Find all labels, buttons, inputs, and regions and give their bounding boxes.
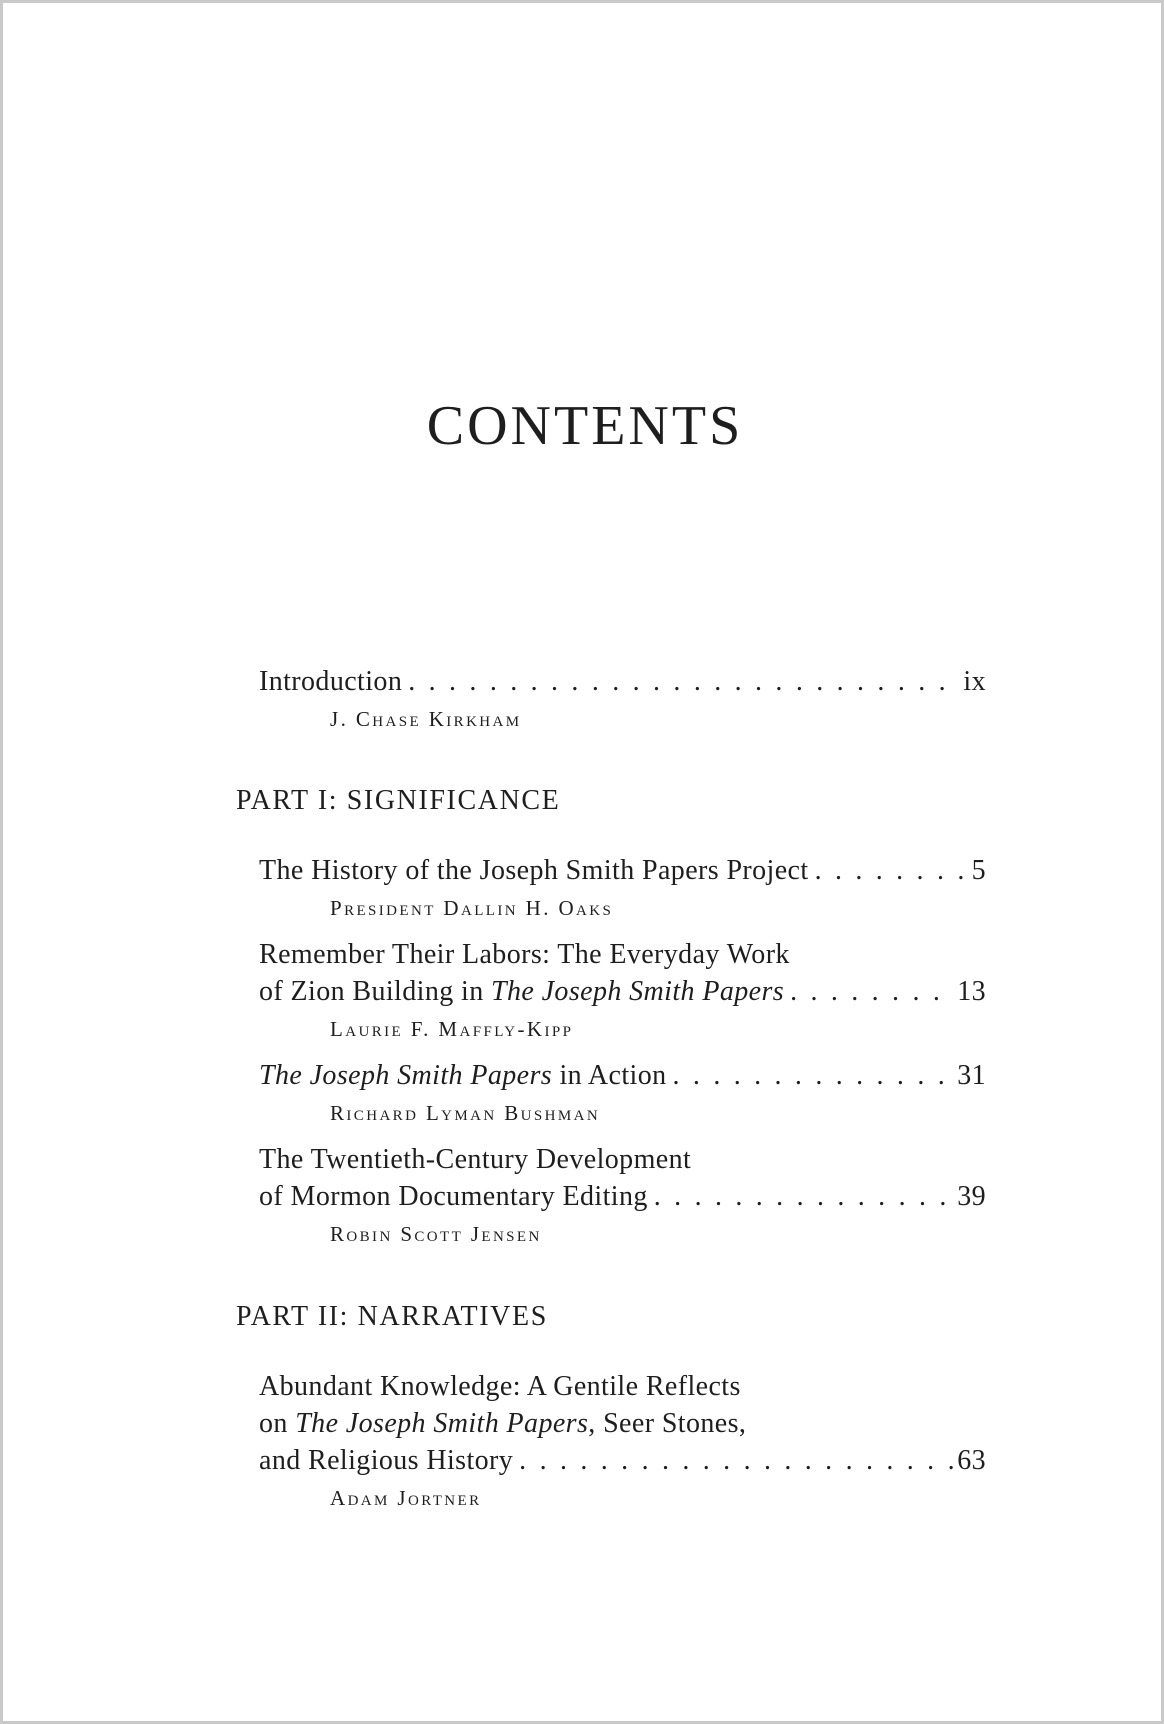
dot-leader [815,853,968,889]
entry-title: and Religious History [259,1445,514,1476]
entry-title-line: Abundant Knowledge: A Gentile Reflects [259,1371,741,1402]
dot-leader [408,664,959,700]
entry-author: Adam Jortner [330,1486,482,1510]
entry-title [259,974,784,1010]
entry-title-line: Remember Their Labors: The Everyday Work [259,939,790,970]
dot-leader [519,1443,953,1479]
entry-title: Introduction [259,666,403,697]
page-number: 13 [957,976,986,1007]
title-prefix: of Zion Building in [259,976,491,1007]
toc-entry-history[interactable] [259,853,986,889]
title-rest: in Action [552,1060,667,1091]
toc-entry-remember-their-labors[interactable] [259,974,986,1010]
entry-title: The History of the Joseph Smith Papers Project [259,855,809,886]
title-prefix: on [259,1408,296,1439]
entry-author: President Dallin H. Oaks [330,896,614,920]
dot-leader [654,1179,953,1215]
entry-author: Richard Lyman Bushman [330,1101,601,1125]
dot-leader [790,974,953,1010]
entry-author: Robin Scott Jensen [330,1222,542,1246]
part-heading-narratives: PART II: NARRATIVES [236,1301,548,1332]
page-number: 5 [971,855,986,886]
title-italic: The Joseph Smith Papers [259,1060,553,1091]
entry-author: Laurie F. Maffly-Kipp [330,1017,574,1041]
toc-entry-abundant-knowledge[interactable] [259,1443,986,1479]
toc-entry-papers-in-action[interactable] [259,1058,986,1094]
page-number: 63 [957,1445,986,1476]
title-italic: The Joseph Smith Papers [295,1408,589,1439]
title-suffix: , Seer Stones, [588,1408,747,1439]
page-number: 31 [957,1060,986,1091]
toc-entry-introduction[interactable] [259,664,986,700]
part-heading-significance: PART I: SIGNIFICANCE [236,785,561,816]
page-number: 39 [957,1181,986,1212]
title-italic: The Joseph Smith Papers [491,976,785,1007]
entry-title: of Mormon Documentary Editing [259,1181,648,1212]
toc-entry-twentieth-century[interactable] [259,1179,986,1215]
dot-leader [673,1058,954,1094]
entry-title-line [259,1406,746,1442]
entry-title-line: The Twentieth-Century Development [259,1144,692,1175]
entry-title [259,1058,667,1094]
page-number: ix [963,666,986,697]
entry-author: J. Chase Kirkham [330,707,522,731]
page-title: CONTENTS [426,395,744,457]
